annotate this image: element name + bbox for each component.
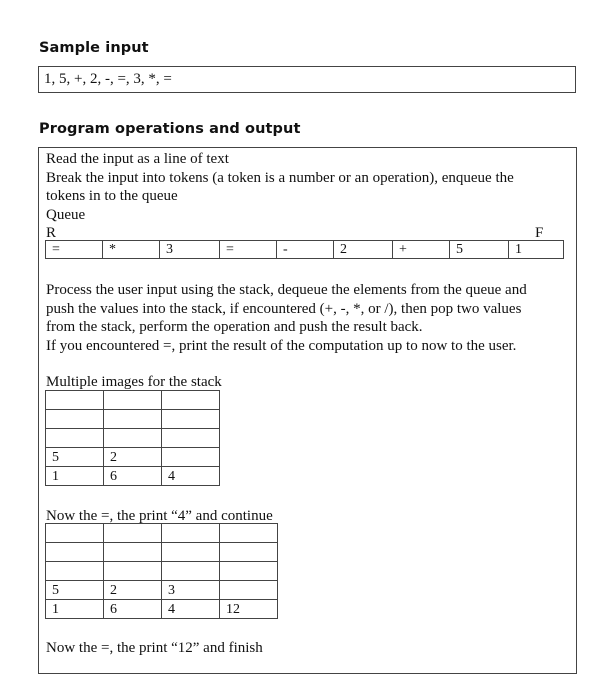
stack-cell bbox=[162, 524, 220, 543]
stack-cell: 5 bbox=[46, 581, 104, 600]
stack-cell bbox=[46, 562, 104, 581]
stack-cell bbox=[220, 562, 278, 581]
stack-cell: 4 bbox=[162, 600, 220, 619]
process-line-3: from the stack, perform the operation and push the result back. bbox=[46, 319, 423, 335]
step-break-tokens-cont: tokens in to the queue bbox=[46, 188, 178, 204]
queue-row bbox=[46, 241, 564, 259]
queue-cell: = bbox=[46, 241, 103, 259]
step-break-tokens: Break the input into tokens (a token is a number or an operation), enqueue the bbox=[46, 170, 514, 186]
stack-cell: 6 bbox=[104, 467, 162, 486]
stack-cell bbox=[104, 410, 162, 429]
queue-cell: 3 bbox=[160, 241, 220, 259]
program-operations-heading: Program operations and output bbox=[39, 121, 301, 137]
queue-cell: 1 bbox=[509, 241, 564, 259]
queue-cell: 5 bbox=[450, 241, 509, 259]
stack-row bbox=[46, 467, 220, 486]
stack-row bbox=[46, 524, 278, 543]
stack-cell bbox=[46, 543, 104, 562]
stack-row bbox=[46, 410, 220, 429]
sample-input-heading: Sample input bbox=[39, 40, 149, 56]
stack-cell bbox=[104, 543, 162, 562]
queue-front-label: F bbox=[535, 225, 544, 241]
stack-cell bbox=[46, 429, 104, 448]
queue-label: Queue bbox=[46, 207, 86, 223]
stack-cell: 6 bbox=[104, 600, 162, 619]
stack-cell: 1 bbox=[46, 467, 104, 486]
stack-cell bbox=[104, 391, 162, 410]
stack-row bbox=[46, 581, 278, 600]
stack-cell: 2 bbox=[104, 448, 162, 467]
queue-cell: - bbox=[277, 241, 334, 259]
stack-cell bbox=[162, 410, 220, 429]
queue-rear-label: R bbox=[46, 225, 57, 241]
stack-cell bbox=[162, 391, 220, 410]
stack-cell bbox=[220, 543, 278, 562]
process-line-1: Process the user input using the stack, dequeue the elements from the queue and bbox=[46, 282, 527, 298]
stack-cell bbox=[104, 562, 162, 581]
queue-cell: * bbox=[103, 241, 160, 259]
stack-cell bbox=[220, 524, 278, 543]
step-read-input: Read the input as a line of text bbox=[46, 151, 229, 167]
process-line-4: If you encountered =, print the result of the computation up to now to the user. bbox=[46, 338, 517, 354]
stack-cell: 2 bbox=[104, 581, 162, 600]
stack-cell: 12 bbox=[220, 600, 278, 619]
queue-cell: + bbox=[393, 241, 450, 259]
note-print-4: Now the =, the print “4” and continue bbox=[46, 508, 273, 524]
stack-row bbox=[46, 429, 220, 448]
stack-cell bbox=[46, 410, 104, 429]
stack-cell: 3 bbox=[162, 581, 220, 600]
queue-cell: = bbox=[220, 241, 277, 259]
stack-row bbox=[46, 391, 220, 410]
stack-cell: 4 bbox=[162, 467, 220, 486]
stack-cell bbox=[162, 429, 220, 448]
stack-images-heading: Multiple images for the stack bbox=[46, 374, 222, 390]
stack-cell bbox=[104, 429, 162, 448]
stack-cell bbox=[162, 448, 220, 467]
stack-row bbox=[46, 448, 220, 467]
stack-row bbox=[46, 543, 278, 562]
stack-cell bbox=[46, 524, 104, 543]
stack-cell bbox=[46, 391, 104, 410]
stack-cell bbox=[162, 562, 220, 581]
stack-image-1 bbox=[45, 390, 220, 486]
stack-row bbox=[46, 562, 278, 581]
process-line-2: push the values into the stack, if encountered (+, -, *, or /), then pop two values bbox=[46, 301, 522, 317]
stack-cell bbox=[220, 581, 278, 600]
stack-row bbox=[46, 600, 278, 619]
stack-cell: 1 bbox=[46, 600, 104, 619]
stack-cell bbox=[162, 543, 220, 562]
stack-cell bbox=[104, 524, 162, 543]
sample-input-box: 1, 5, +, 2, -, =, 3, *, = bbox=[38, 66, 576, 93]
queue-table bbox=[45, 240, 564, 259]
queue-cell: 2 bbox=[334, 241, 393, 259]
stack-image-2 bbox=[45, 523, 278, 619]
note-print-12: Now the =, the print “12” and finish bbox=[46, 640, 263, 656]
stack-cell: 5 bbox=[46, 448, 104, 467]
